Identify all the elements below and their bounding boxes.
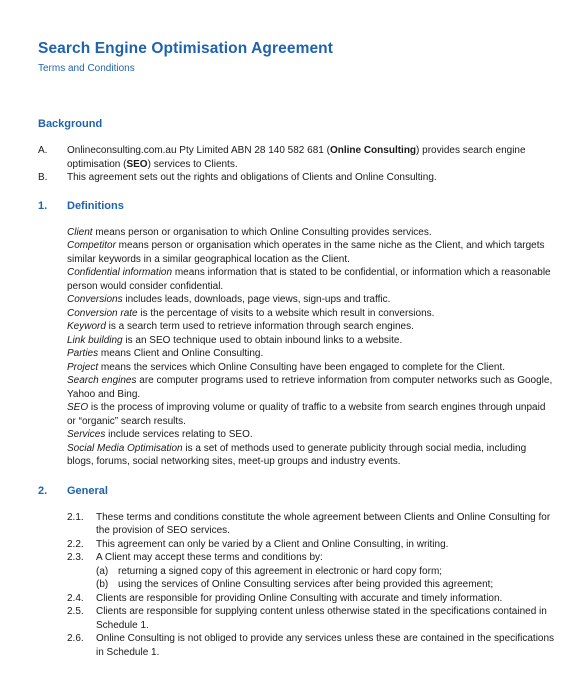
definition-client: Client means person or organisation to which Online Consulting provides services. <box>67 226 432 238</box>
clause-number: 2.1. <box>67 511 84 523</box>
clause-2-3 <box>67 551 555 592</box>
item-text: Onlineconsulting.com.au Pty Limited ABN 28 140 582 681 (Online Consulting) provides search engine optimisation (SEO) services to Clients. <box>67 145 526 170</box>
document-title: Search Engine Optimisation Agreement <box>38 40 334 57</box>
background-item-b <box>38 171 555 185</box>
subclause-label: (b) <box>96 579 109 590</box>
general-list <box>67 511 555 660</box>
definition-confidential-information: Confidential information means information that is stated to be confidential, or information which a reasonable person would consider confidential. <box>67 267 551 292</box>
clause-number: 2.4. <box>67 592 84 604</box>
clause-number: 2.6. <box>67 633 84 644</box>
definition-keyword: Keyword is a search term used to retrieve information through search engines. <box>67 321 414 332</box>
item-label: B. <box>38 172 48 183</box>
subclause-label: (a) <box>96 565 109 577</box>
definition-search-engines: Search engines are computer programs used to retrieve information from computer networks such as Google, Yahoo and Bing. <box>67 375 553 400</box>
subclause-a <box>96 565 555 579</box>
background-heading: Background <box>38 118 103 130</box>
clause-2-2 <box>67 538 555 552</box>
clause-2-4 <box>67 592 555 606</box>
definition-project: Project means the services which Online Consulting have been engaged to complete for the Client. <box>67 361 506 373</box>
clause-text: Clients are responsible for providing Online Consulting with accurate and timely information. <box>96 592 503 604</box>
definition-services: Services include services relating to SEO. <box>67 429 253 440</box>
clause-text: This agreement can only be varied by a Client and Online Consulting, in writing. <box>96 538 449 550</box>
background-item-a <box>38 144 555 171</box>
clause-text: Clients are responsible for supplying content unless otherwise stated in the specifications contained in Schedule 1. <box>96 606 547 631</box>
clause-2-1 <box>67 511 555 538</box>
section-title: General <box>67 484 108 497</box>
definitions-list <box>67 226 555 469</box>
clause-text: Online Consulting is not obliged to provide any services unless these are contained in the specifications in Schedule 1. <box>96 633 555 658</box>
item-label: A. <box>38 145 48 156</box>
section-number: 1. <box>38 199 48 212</box>
clause-text: These terms and conditions constitute the whole agreement between Clients and Online Consulting for the provision of SEO services. <box>96 511 551 536</box>
clause-text: A Client may accept these terms and conditions by: <box>96 552 323 563</box>
clause-number: 2.5. <box>67 606 84 617</box>
clause-2-5 <box>67 605 555 632</box>
definition-parties: Parties means Client and Online Consulting. <box>67 348 264 359</box>
definitions-heading <box>38 200 555 212</box>
background-list <box>38 144 555 185</box>
clause-2-6 <box>67 632 555 659</box>
definition-seo: SEO is the process of improving volume or quality of traffic to a website from search engines through unpaid or “organic” search results. <box>67 402 546 427</box>
section-number: 2. <box>38 484 48 497</box>
definition-conversion-rate: Conversion rate is the percentage of visits to a website which result in conversions. <box>67 307 435 319</box>
general-heading <box>38 485 555 497</box>
document-subtitle: Terms and Conditions <box>38 63 135 74</box>
definition-conversions: Conversions includes leads, downloads, page views, sign-ups and traffic. <box>67 294 391 305</box>
definition-social-media-optimisation: Social Media Optimisation is a set of methods used to generate publicity through social media, including blogs, forums, social networking sites, meet-up groups and industry events. <box>67 442 527 467</box>
item-text: This agreement sets out the rights and obligations of Clients and Online Consulting. <box>67 172 437 183</box>
definition-competitor: Competitor means person or organisation which operates in the same niche as the Client, and which targets similar keywords in a similar geographical location as the Client. <box>67 240 545 265</box>
subclause-text: returning a signed copy of this agreement in electronic or hard copy form; <box>118 565 443 577</box>
definition-link-building: Link building is an SEO technique used to obtain inbound links to a website. <box>67 334 403 346</box>
clause-number: 2.3. <box>67 552 84 563</box>
subclause-text: using the services of Online Consulting services after being provided this agreement; <box>118 579 494 590</box>
clause-number: 2.2. <box>67 538 84 550</box>
subclause-b <box>96 578 555 592</box>
section-title: Definitions <box>67 199 124 212</box>
